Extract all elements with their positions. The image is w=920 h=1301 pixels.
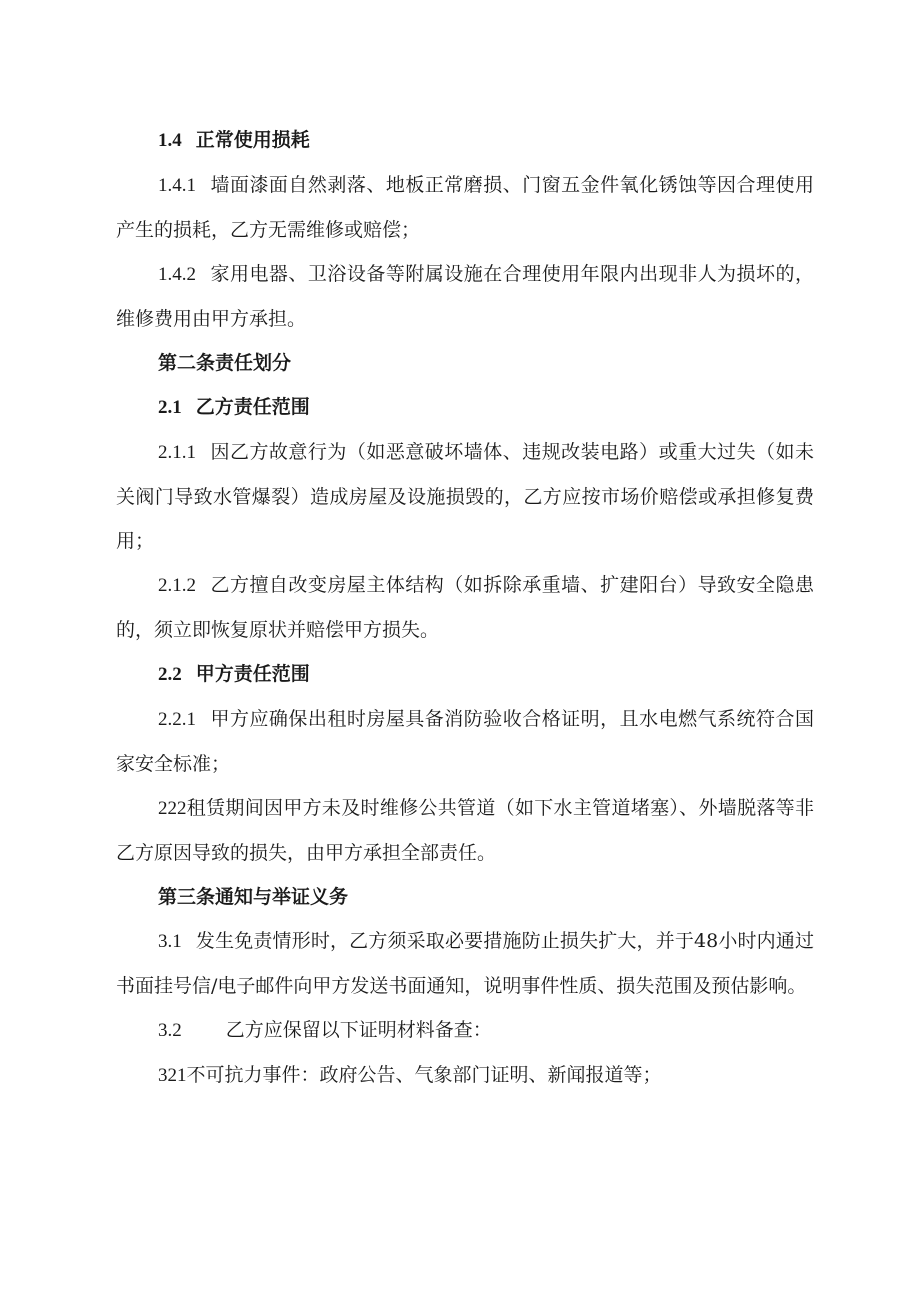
clause-1-4-2 — [116, 252, 814, 341]
clause-text: 因乙方故意行为（如恶意破坏墙体、违规改装电路）或重大过失（如未关阀门导致水管爆裂）造成房屋及设施损毁的，乙方应按市场价赔偿或承担修复费用； — [116, 441, 814, 552]
clause-text: 甲方责任范围 — [195, 663, 310, 685]
article-heading-2 — [116, 341, 814, 385]
document-body — [116, 118, 814, 1098]
clause-text: 不可抗力事件：政府公告、气象部门证明、新闻报道等； — [186, 1064, 662, 1086]
section-heading-2-1 — [116, 385, 814, 430]
clause-2-1-2 — [116, 563, 814, 652]
clause-number: 1.4.2 — [158, 264, 196, 285]
article-title: 第二条责任划分 — [158, 352, 292, 374]
section-heading-1-4 — [116, 118, 814, 163]
clause-text: 家用电器、卫浴设备等附属设施在合理使用年限内出现非人为损坏的，维修费用由甲方承担。 — [116, 263, 814, 330]
clause-2-2-2 — [116, 786, 814, 875]
clause-number: 1.4.1 — [158, 175, 196, 196]
clause-number: 2.1.2 — [158, 575, 196, 596]
clause-2-1-1 — [116, 430, 814, 563]
clause-number: 2.1 — [158, 397, 182, 418]
clause-text: 乙方责任范围 — [195, 396, 310, 418]
clause-3-2-1 — [116, 1053, 814, 1098]
article-heading-3 — [116, 875, 814, 919]
clause-text: 甲方应确保出租时房屋具备消防验收合格证明，且水电燃气系统符合国家安全标准； — [116, 708, 814, 775]
clause-number: 2.1.1 — [158, 442, 196, 463]
clause-number: 222 — [158, 798, 187, 819]
clause-1-4-1 — [116, 163, 814, 252]
clause-number: 1.4 — [158, 130, 182, 151]
clause-text: 乙方擅自改变房屋主体结构（如拆除承重墙、扩建阳台）导致安全隐患的，须立即恢复原状并赔偿甲方损失。 — [116, 574, 814, 641]
clause-number: 3.2 — [158, 1020, 182, 1041]
section-heading-2-2 — [116, 652, 814, 697]
article-title: 第三条通知与举证义务 — [158, 886, 349, 908]
clause-3-1 — [116, 919, 814, 1008]
clause-text: 墙面漆面自然剥落、地板正常磨损、门窗五金件氧化锈蚀等因合理使用产生的损耗，乙方无需维修或赔偿； — [116, 174, 814, 241]
clause-3-2 — [116, 1008, 814, 1053]
clause-text: 正常使用损耗 — [195, 129, 310, 151]
clause-number: 3.1 — [158, 931, 182, 952]
clause-text: 租赁期间因甲方未及时维修公共管道（如下水主管道堵塞）、外墙脱落等非乙方原因导致的损失，由甲方承担全部责任。 — [116, 797, 814, 864]
clause-number: 2.2 — [158, 664, 182, 685]
clause-text: 发生免责情形时，乙方须采取必要措施防止损失扩大，并于48小时内通过书面挂号信/电子邮件向甲方发送书面通知，说明事件性质、损失范围及预估影响。 — [116, 930, 814, 997]
clause-number: 2.2.1 — [158, 709, 196, 730]
clause-number: 321 — [158, 1065, 187, 1086]
clause-text: 乙方应保留以下证明材料备查： — [225, 1019, 492, 1041]
clause-2-2-1 — [116, 697, 814, 786]
